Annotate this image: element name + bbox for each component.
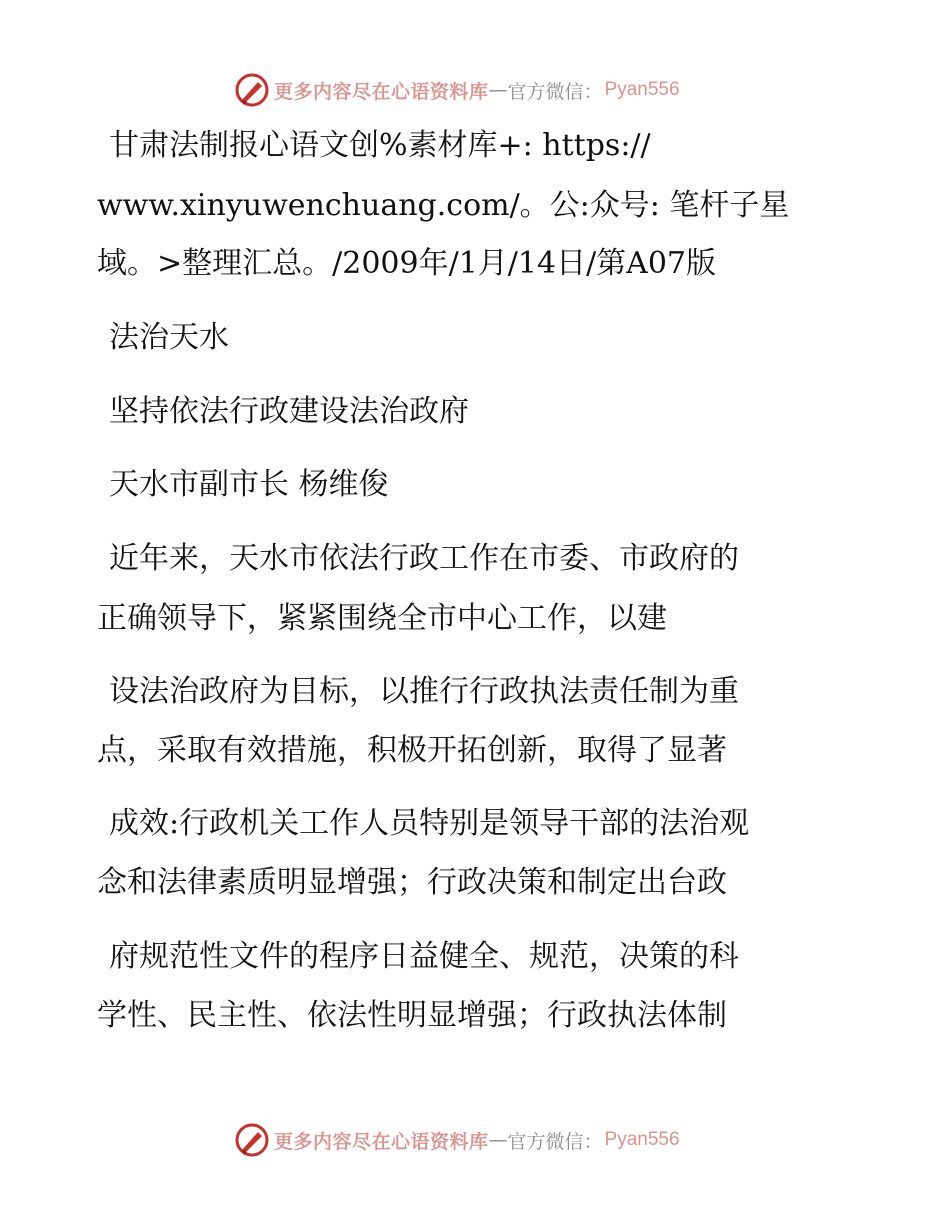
banner-wechat-handle: Pyan556 [604,1129,680,1150]
body-line-3: 设法治政府为目标，以推行行政执法责任制为重 [109,674,739,709]
source-line-1: 甘肃法制报心语文创%素材库+: https:// [109,128,651,163]
footer-banner [234,1122,680,1158]
pen-logo-icon [234,1122,270,1158]
body-line-2: 正确领导下，紧紧围绕全市中心工作，以建 [97,601,667,636]
banner-slogan: 更多内容尽在心语资料库 [274,80,489,103]
body-line-8: 学性、民主性、依法性明显增强；行政执法体制 [97,998,727,1033]
article-title: 坚持依法行政建设法治政府 [109,394,469,429]
banner-wechat-label: 官方微信： [507,80,603,103]
body-line-7: 府规范性文件的程序日益健全、规范，决策的科 [109,939,739,974]
banner-separator: — [488,1129,508,1151]
banner-separator: — [488,79,508,101]
section-title: 法治天水 [109,320,229,355]
body-line-6: 念和法律素质明显增强；行政决策和制定出台政 [97,865,727,900]
banner-wechat-handle: Pyan556 [604,79,680,100]
body-line-5: 成效:行政机关工作人员特别是领导干部的法治观 [109,806,750,841]
body-line-4: 点，采取有效措施，积极开拓创新，取得了显著 [97,733,727,768]
article-author: 天水市副市长 杨维俊 [109,467,389,502]
source-line-3: 域。>整理汇总。/2009年/1月/14日/第A07版 [97,246,717,281]
banner-slogan: 更多内容尽在心语资料库 [274,1130,489,1153]
body-line-1: 近年来，天水市依法行政工作在市委、市政府的 [109,541,739,576]
source-line-2: www.xinyuwenchuang.com/。公:众号: 笔杆子星 [97,188,790,223]
banner-wechat-label: 官方微信： [507,1130,603,1153]
